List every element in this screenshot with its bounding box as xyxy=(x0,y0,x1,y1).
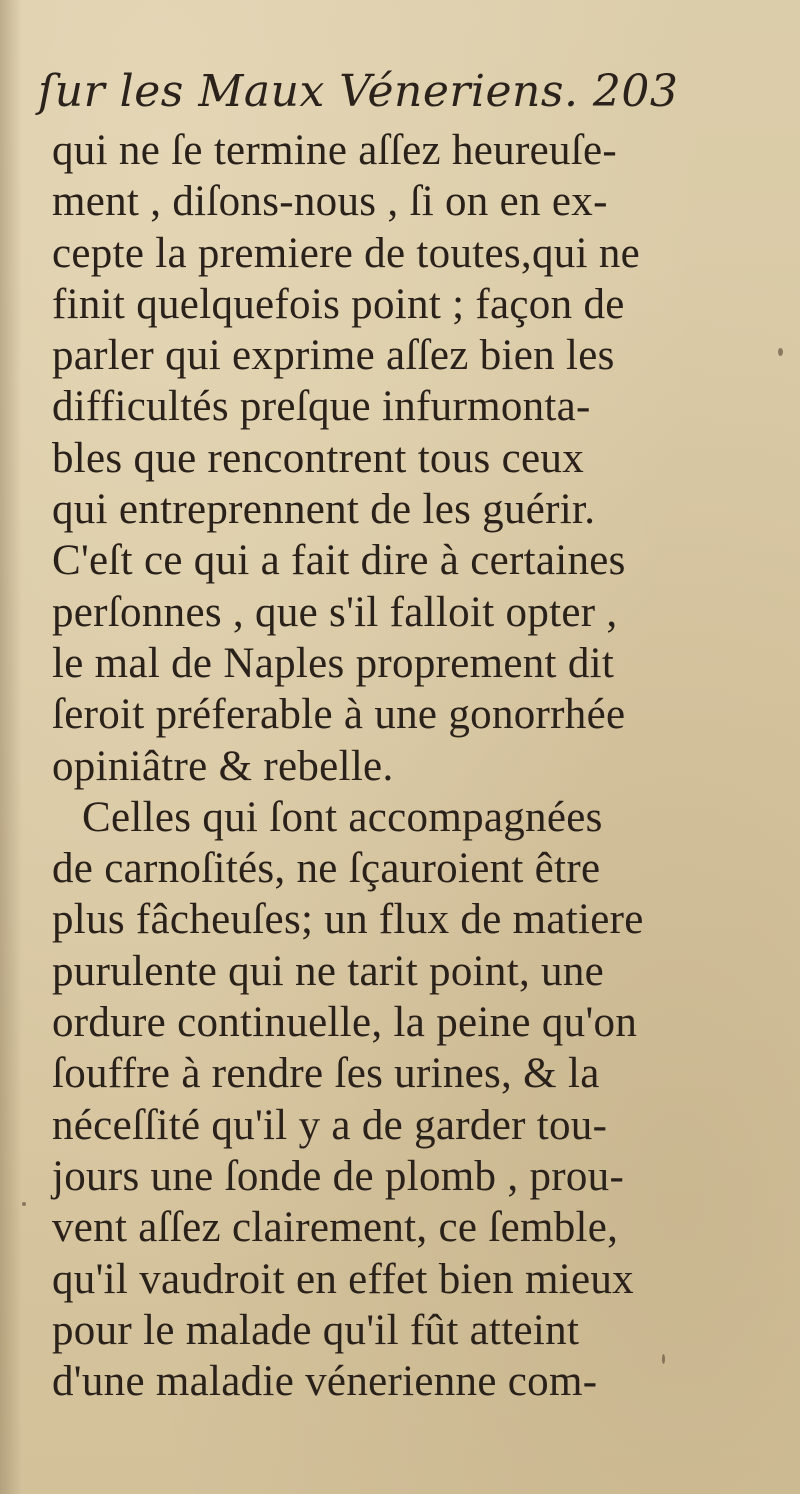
text-line: jours une ſonde de plomb , prou- xyxy=(52,1152,625,1200)
text-line: plus fâcheuſes; un flux de matiere xyxy=(52,896,644,944)
text-line: pour le malade qu'il fût atteint xyxy=(52,1306,580,1354)
text-line: d'une maladie vénerienne com- xyxy=(52,1358,598,1406)
text-line: qui ne ſe termine aſſez heureuſe- xyxy=(52,127,618,174)
body-text xyxy=(52,125,782,1407)
text-line: finit quelquefois point ; façon de xyxy=(52,280,625,328)
text-line: C'eſt ce qui a fait dire à certaines xyxy=(52,537,626,585)
text-line: ordure continuelle, la peine qu'on xyxy=(52,999,638,1047)
paper-speck xyxy=(662,1354,665,1364)
text-line: le mal de Naples proprement dit xyxy=(52,639,615,687)
text-line: ſeroit préferable à une gonorrhée xyxy=(52,691,626,739)
text-line: ſouffre à rendre ſes urines, & la xyxy=(52,1050,600,1098)
text-line: opiniâtre & rebelle. xyxy=(52,742,394,790)
text-line: qui entreprennent de les guérir. xyxy=(52,486,596,534)
text-line: de carnoſités, ne ſçauroient être xyxy=(52,845,601,893)
text-line: perſonnes , que s'il falloit opter , xyxy=(52,588,618,636)
running-head: ſur les Maux Véneriens. 203 xyxy=(38,66,679,117)
text-line: néceſſité qu'il y a de garder tou- xyxy=(52,1101,608,1149)
paper-speck xyxy=(778,348,783,356)
text-line: purulente qui ne tarit point, une xyxy=(52,947,605,995)
paragraph-start-line: Celles qui ſont accompagnées xyxy=(82,793,603,841)
paper-speck xyxy=(22,1202,26,1206)
gutter-shadow xyxy=(0,0,22,1494)
text-line: bles que rencontrent tous ceux xyxy=(52,434,584,482)
text-line: vent aſſez clairement, ce ſemble, xyxy=(52,1204,619,1252)
text-line: parler qui exprime aſſez bien les xyxy=(52,332,615,380)
text-line: ment , diſons-nous , ſi on en ex- xyxy=(52,178,608,226)
text-line: cepte la premiere de toutes,qui ne xyxy=(52,229,641,277)
text-line: difficultés preſque infurmonta- xyxy=(52,383,591,431)
text-line: qu'il vaudroit en effet bien mieux xyxy=(52,1255,634,1303)
